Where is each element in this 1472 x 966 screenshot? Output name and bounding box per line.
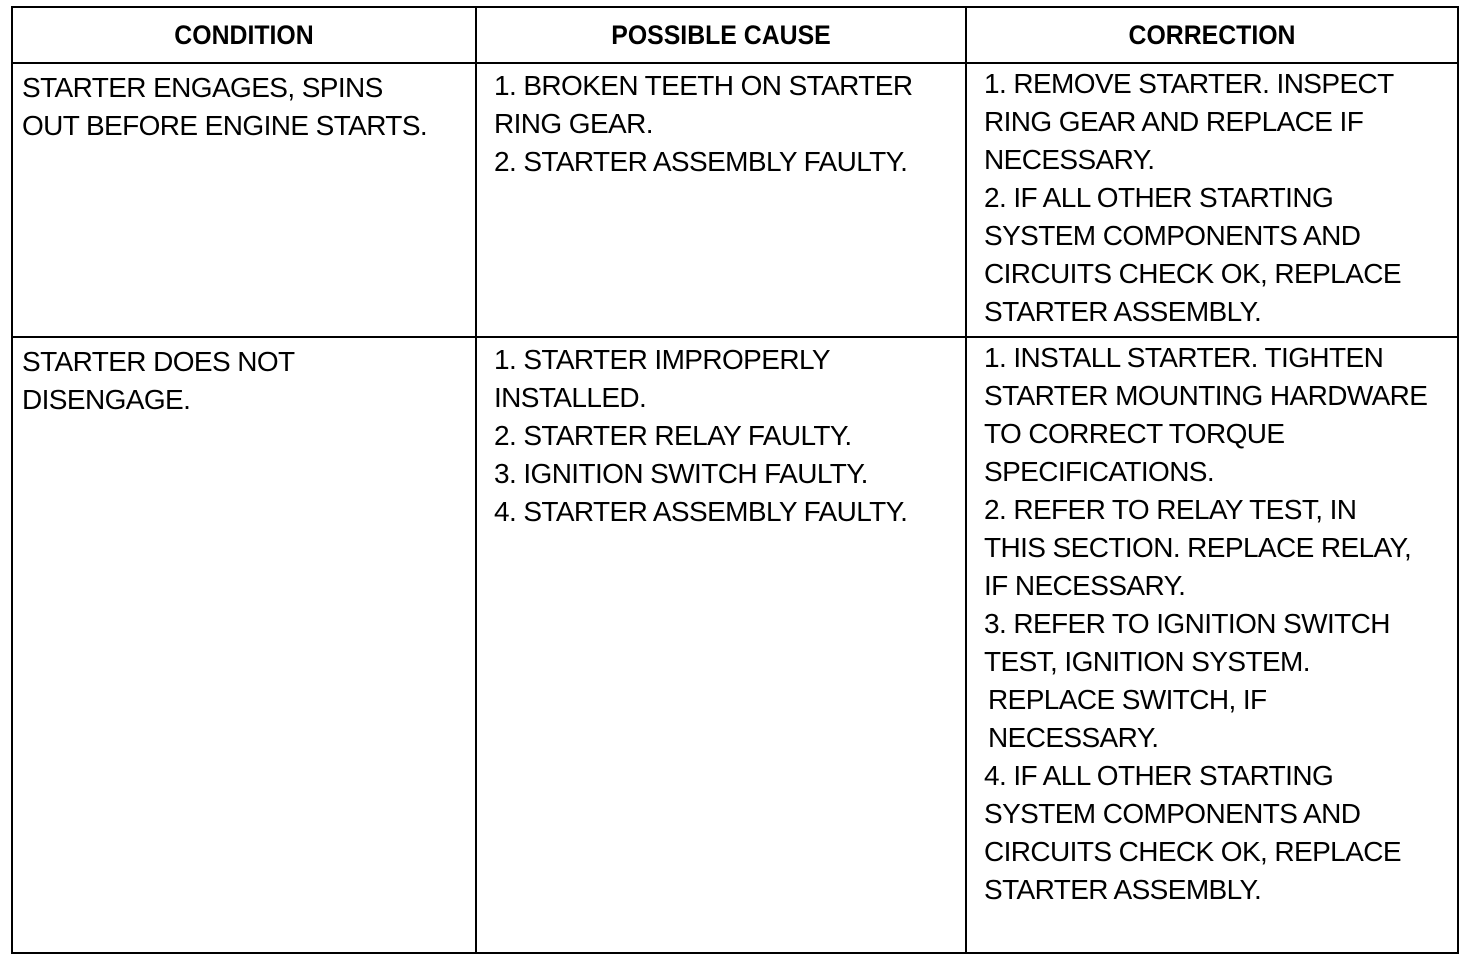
condition-text <box>14 65 474 145</box>
correction-line: IF NECESSARY. <box>984 570 1186 601</box>
correction-line: SPECIFICATIONS. <box>984 456 1215 487</box>
correction-line: 2. IF ALL OTHER STARTING <box>984 182 1334 213</box>
correction-line: 1. INSTALL STARTER. TIGHTEN <box>984 342 1384 373</box>
possible-cause-cell <box>476 63 966 337</box>
possible-cause-text <box>478 339 964 531</box>
correction-text <box>968 339 1456 909</box>
condition-cell <box>12 337 476 953</box>
condition-line: DISENGAGE. <box>22 384 191 415</box>
header-possible-cause: POSSIBLE CAUSE <box>496 7 947 63</box>
correction-line: THIS SECTION. REPLACE RELAY, <box>984 532 1412 563</box>
header-condition: CONDITION <box>31 7 458 63</box>
correction-line: 3. REFER TO IGNITION SWITCH <box>984 608 1390 639</box>
cause-line: INSTALLED. <box>494 382 647 413</box>
cause-line: 1. STARTER IMPROPERLY <box>494 344 830 375</box>
possible-cause-text <box>478 65 964 181</box>
correction-line: NECESSARY. <box>984 144 1155 175</box>
header-row <box>12 7 1458 63</box>
correction-text <box>968 65 1456 331</box>
condition-line: OUT BEFORE ENGINE STARTS. <box>22 110 428 141</box>
correction-line: SYSTEM COMPONENTS AND <box>984 220 1361 251</box>
correction-line: CIRCUITS CHECK OK, REPLACE <box>984 258 1401 289</box>
correction-cell <box>966 337 1458 953</box>
correction-line: 1. REMOVE STARTER. INSPECT <box>984 68 1394 99</box>
table-header <box>12 7 1458 63</box>
table-row <box>12 337 1458 953</box>
correction-line: RING GEAR AND REPLACE IF <box>984 106 1364 137</box>
possible-cause-cell <box>476 337 966 953</box>
condition-line: STARTER ENGAGES, SPINS <box>22 72 383 103</box>
correction-line: TO CORRECT TORQUE <box>984 418 1285 449</box>
condition-line: STARTER DOES NOT <box>22 346 295 377</box>
correction-line: STARTER MOUNTING HARDWARE <box>984 380 1428 411</box>
correction-line: 2. REFER TO RELAY TEST, IN <box>984 494 1357 525</box>
correction-line: 4. IF ALL OTHER STARTING <box>984 760 1334 791</box>
correction-line: STARTER ASSEMBLY. <box>984 296 1262 327</box>
cause-line: 2. STARTER ASSEMBLY FAULTY. <box>494 146 908 177</box>
cause-line: 1. BROKEN TEETH ON STARTER <box>494 70 913 101</box>
cause-line: 3. IGNITION SWITCH FAULTY. <box>494 458 868 489</box>
diagnosis-table <box>11 6 1459 954</box>
cause-line: 2. STARTER RELAY FAULTY. <box>494 420 852 451</box>
header-correction: CORRECTION <box>986 7 1439 63</box>
correction-line: CIRCUITS CHECK OK, REPLACE <box>984 836 1401 867</box>
correction-cell <box>966 63 1458 337</box>
condition-text <box>14 339 474 419</box>
cause-line: 4. STARTER ASSEMBLY FAULTY. <box>494 496 908 527</box>
correction-line: TEST, IGNITION SYSTEM. <box>984 646 1310 677</box>
table-body <box>12 63 1458 953</box>
correction-line: STARTER ASSEMBLY. <box>984 874 1262 905</box>
cause-line: RING GEAR. <box>494 108 653 139</box>
correction-line: REPLACE SWITCH, IF <box>988 684 1267 715</box>
condition-cell <box>12 63 476 337</box>
table-row <box>12 63 1458 337</box>
correction-line: NECESSARY. <box>988 722 1159 753</box>
correction-line: SYSTEM COMPONENTS AND <box>984 798 1361 829</box>
